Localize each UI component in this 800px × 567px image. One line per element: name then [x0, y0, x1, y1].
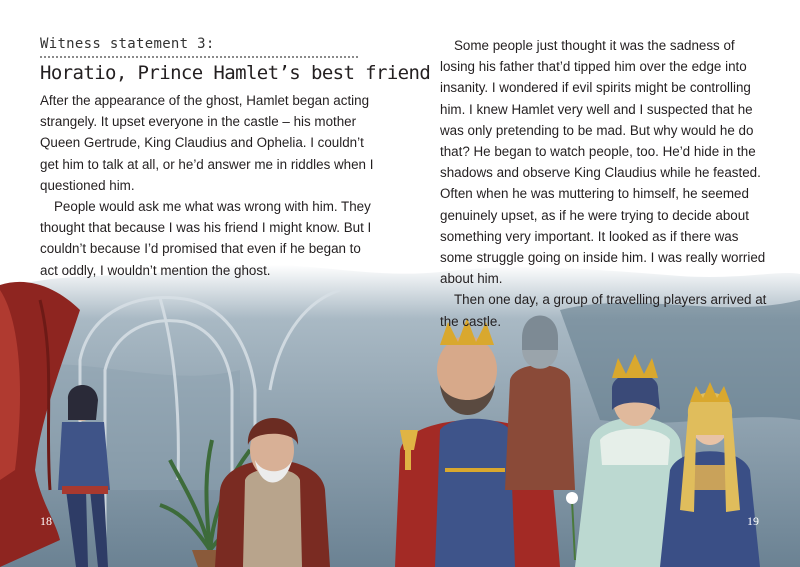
left-paragraph-1: After the appearance of the ghost, Hamlet began acting strangely. It upset everyone in the castle – his mother Queen Gertrude, King Claudius and Ophelia. I couldn’t get him to talk at all, or he’d answer me in riddles when I questioned him.	[40, 93, 374, 193]
right-paragraph-1: Some people just thought it was the sadness of losing his father that’d tipped him over the edge into insanity. I wondered if evil spirits might be controlling him. I knew Hamlet very well and I suspected that he was only pretending to be mad. But why would he do that? He began to watch people, too. He’d hide in the shadows and observe King Claudius while he feasted. Often when he was muttering to himself, he seemed genuinely upset, as if he were trying to decide about something very important. It looked as if there was some struggle going on inside him. I was really worried about him.	[440, 38, 766, 287]
witness-statement-label: Witness statement 3:	[40, 36, 358, 58]
right-paragraph-2: Then one day, a group of travelling players arrived at the castle.	[440, 292, 767, 329]
page-number-left: 18	[40, 514, 52, 528]
left-page-body	[40, 90, 380, 281]
page-heading: Horatio, Prince Hamlet’s best friend	[40, 62, 431, 84]
right-page-body	[440, 35, 770, 332]
page-number-right: 19	[747, 514, 759, 528]
left-paragraph-2: People would ask me what was wrong with him. They thought that because I was his friend I might know. But I couldn’t because I’d promised that even if he began to act oddly, I wouldn’t mention the ghost.	[40, 199, 372, 278]
